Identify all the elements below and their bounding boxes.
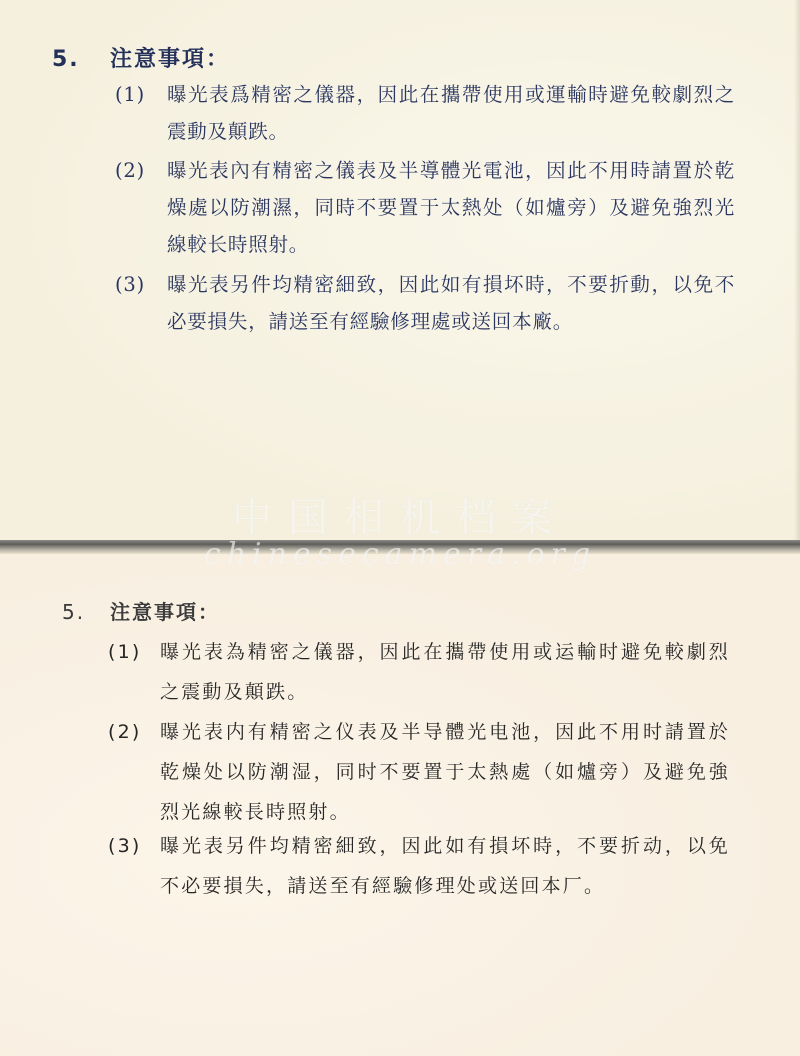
top-notice-index: (1) xyxy=(115,83,146,106)
bottom-notice-index: (3) xyxy=(108,835,142,857)
top-notice-index: (3) xyxy=(115,273,146,296)
top-notice-text: 曝光表內有精密之儀表及半導體光電池，因此不用時請置於乾燥處以防潮濕，同時不要置于太熱处（如爐旁）及避免強烈光線較长時照射。 xyxy=(167,159,735,256)
bottom-notice-item-1 xyxy=(108,632,730,712)
watermark-english: chinesecamera.org xyxy=(203,537,597,572)
top-notice-item-2 xyxy=(115,152,735,263)
top-notice-item-1 xyxy=(115,76,735,150)
watermark-chinese: 中国相机档案 xyxy=(232,495,568,541)
bottom-notice-text: 曝光表另件均精密細致，因此如有損坏時，不要折动，以免不必要損失，請送至有經驗修理处或送回本厂。 xyxy=(160,835,730,897)
bottom-notice-text: 曝光表為精密之儀器，因此在攜帶使用或运輸时避免較劇烈之震動及顛跌。 xyxy=(160,641,730,703)
top-notice-text: 曝光表爲精密之儀器，因此在攜帶使用或運輸時避免較劇烈之震動及顛跌。 xyxy=(167,83,735,143)
top-notice-index: (2) xyxy=(115,159,146,182)
top-notice-text: 曝光表另件均精密細致，因此如有損坏時，不要折動，以免不必要損失，請送至有經驗修理處或送回本廠。 xyxy=(167,273,735,333)
bottom-notice-index: (2) xyxy=(108,721,142,743)
bottom-notice-text: 曝光表内有精密之仪表及半导體光电池，因此不用时請置於乾燥处以防潮湿，同时不要置于太熱處（如爐旁）及避免強烈光線較長時照射。 xyxy=(160,721,730,823)
top-section-number: 5. xyxy=(52,47,80,72)
bottom-section-number: 5. xyxy=(62,600,86,624)
page-seam xyxy=(0,540,800,554)
bottom-notice-item-2 xyxy=(108,712,730,832)
bottom-section-heading xyxy=(62,596,220,625)
top-section-title: 注意事項： xyxy=(110,47,231,72)
top-section-heading xyxy=(52,42,230,73)
bottom-notice-index: (1) xyxy=(108,641,142,663)
top-notice-item-3 xyxy=(115,266,735,340)
bottom-section-title: 注意事項： xyxy=(110,600,220,624)
bottom-notice-item-3 xyxy=(108,826,730,906)
